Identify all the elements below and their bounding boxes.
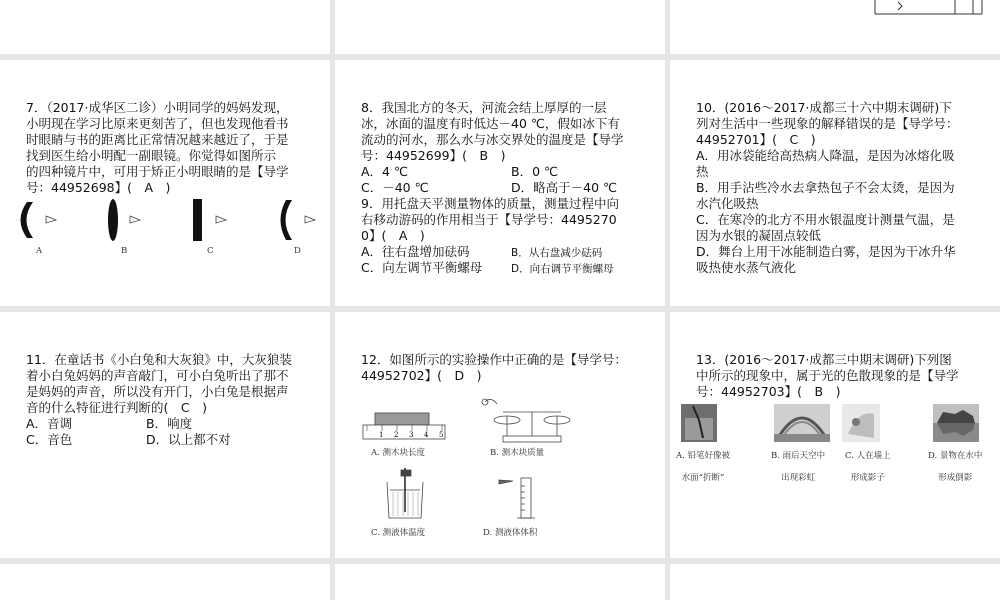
q13-caption-a: A. 铅笔好像被 水面“折断” — [676, 451, 731, 483]
panel-top-middle — [335, 0, 665, 54]
question-9-text: 9．用托盘天平测量物体的质量，测量过程中向 右移动游码的作用相当于【导学号：4495270 0】( A ) — [361, 196, 619, 243]
apparatus-figure — [670, 0, 1000, 54]
panel-top-right — [670, 0, 1000, 54]
photo-rainbow — [774, 404, 830, 442]
ruler-tick-1: 1 — [379, 431, 384, 439]
q9-option-b: B．从右盘减少砝码 — [511, 247, 603, 259]
q8-option-c: C．－40 ℃ — [361, 180, 429, 195]
lens-label-a: A — [36, 246, 43, 256]
lens-b-icon — [108, 199, 118, 241]
graduated-cylinder-icon — [499, 478, 535, 518]
panel-bottom-right — [670, 564, 1000, 600]
q13-caption-d: D. 景物在水中 形成倒影 — [928, 451, 983, 483]
question-11-text: 11．在童话书《小白兔和大灰狼》中，大灰狼装 着小白兔妈妈的声音敲门，可小白兔听出了那不 是妈妈的声音，所以没有开门，小白兔是根据声 音的什么特征进行判断的( C ) — [26, 352, 292, 415]
panel-bottom-middle — [335, 564, 665, 600]
q12-caption-b: B. 测木块质量 — [490, 448, 545, 458]
balance-icon — [482, 399, 570, 442]
ruler-tick-2: 2 — [394, 431, 399, 439]
ruler-icon — [363, 425, 445, 439]
lens-figure — [0, 196, 330, 266]
panel-q12 — [335, 312, 665, 558]
panel-top-left — [0, 0, 330, 54]
q13-caption-b: B. 雨后天空中 出现彩虹 — [771, 451, 826, 483]
q9-option-c: C．向左调节平衡螺母 — [361, 260, 483, 275]
lens-label-d: D — [294, 246, 301, 256]
ruler-tick-4: 4 — [424, 431, 429, 439]
q8-option-a: A．4 ℃ — [361, 164, 409, 179]
q9-option-d: D．向右调节平衡螺母 — [511, 263, 614, 275]
wood-block-icon — [375, 413, 429, 425]
q11-option-d: D．以上都不对 — [146, 432, 231, 447]
panel-q8-q9 — [335, 60, 665, 306]
q13-caption-c: C. 人在墙上 形成影子 — [845, 451, 891, 483]
panel-q13 — [670, 312, 1000, 558]
photo-pencil-in-water — [681, 404, 717, 442]
panel-q10 — [670, 60, 1000, 306]
photo-reflection-in-water — [933, 404, 979, 442]
question-8-text: 8．我国北方的冬天，河流会结上厚厚的一层 冰，冰面的温度有时低达－40 ℃，假如冰下有 流动的河水，那么水与冰交界处的温度是【导学 号：44952699】( B ) — [361, 100, 624, 163]
beaker-thermometer-icon — [387, 468, 423, 518]
lens-label-c: C — [207, 246, 214, 256]
question-12-text: 12．如图所示的实验操作中正确的是【导学号： 44952702】( D ) — [361, 352, 627, 383]
question-7-text: 7．（2017·成华区二诊）小明同学的妈妈发现， 小明现在学习比原来更刻苦了，但也发现他看书 时眼睛与书的距离比正常情况越来越近了，于是 找到医生给小明配一副眼镜。你觉得如图所示 的四种镜片中，可用于矫正小明眼睛的是【导学 号：44952698】( A ) — [26, 100, 289, 195]
panel-bottom-left — [0, 564, 330, 600]
q9-option-a: A．往右盘增加砝码 — [361, 244, 470, 259]
q11-option-c: C．音色 — [26, 432, 73, 447]
q11-option-a: A．音调 — [26, 416, 73, 431]
panel-q7 — [0, 60, 330, 306]
lens-c-icon — [193, 199, 202, 241]
q8-option-b: B．0 ℃ — [511, 164, 559, 179]
q12-caption-c: C. 测液体温度 — [371, 528, 426, 538]
question-10-text: 10．(2016～2017·成都三十六中期末调研)下 列对生活中一些现象的解释错误的是【导学号： 44952701】( C ) A．用冰袋能给高热病人降温，是因为冰熔化吸 热 B．用手沾些冷水去拿热包子不会太烫，是因为 水汽化吸热 C．在寒冷的北方不用水银温度计测量气温，是 因为水银的凝固点较低 D．舞台上用干冰能制造白雾，是因为干冰升华 吸热使水蒸气液化 — [696, 100, 959, 275]
photo-shadow-on-wall — [842, 404, 880, 442]
ruler-tick-5: 5 — [439, 431, 444, 439]
lens-d-icon — [281, 200, 293, 240]
lens-label-b: B — [121, 246, 128, 256]
q8-option-d: D．略高于－40 ℃ — [511, 180, 618, 195]
panel-q11 — [0, 312, 330, 558]
q12-caption-d: D. 测液体体积 — [483, 528, 538, 538]
q11-option-b: B．响度 — [146, 416, 193, 431]
question-13-text: 13．(2016～2017·成都三中期末调研)下列图 中所示的现象中，属于光的色散现象的是【导学 号：44952703】( B ) — [696, 352, 959, 399]
q12-caption-a: A. 测木块长度 — [371, 448, 426, 458]
ruler-tick-3: 3 — [409, 431, 414, 439]
lens-a-icon — [21, 202, 34, 238]
